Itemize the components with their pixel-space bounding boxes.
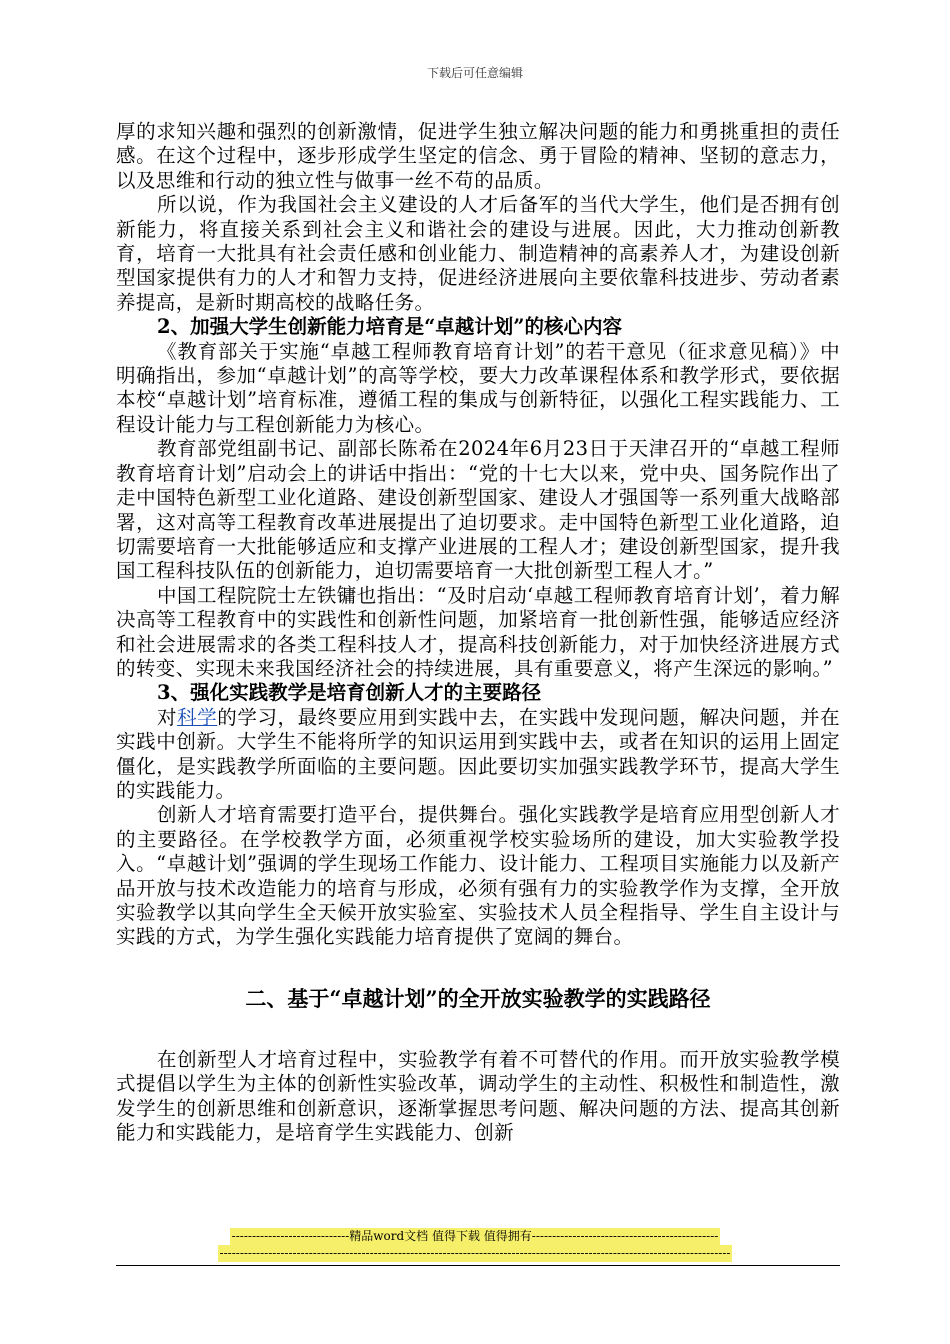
science-link[interactable]: 科学: [177, 705, 218, 729]
page-header: 下载后可任意编辑: [426, 66, 523, 80]
subheading-2: 2、加强大学生创新能力培育是“卓越计划”的核心内容: [157, 315, 623, 339]
document-body: [116, 120, 840, 1145]
paragraph: 所以说，作为我国社会主义建设的人才后备军的当代大学生，他们是否拥有创新能力，将直接关系到社会主义和谐社会的建设与进展。因此，大力推动创新教育，培育一大批具有社会责任感和创业能力、制造精神的高素养人才，为建设创新型国家提供有力的人才和智力支持，促进经济进展向主要依靠科技进步、劳动者素养提高，是新时期高校的战略任务。: [116, 193, 840, 314]
text-span: 对: [157, 705, 178, 729]
footer-rule: [116, 1265, 840, 1266]
footer-dash-line: ------------------------------------------------------------------------------------------------------------------------------: [219, 1246, 731, 1260]
text-span: 的学习，最终要应用到实践中去，在实践中发现问题，解决问题，并在实践中创新。大学生不能将所学的知识运用到实践中去，或者在知识的运用上固定僵化，是实践教学所面临的主要问题。因此要切实加强实践教学环节，提高大学生的实践能力。: [116, 705, 840, 802]
paragraph-continued: 厚的求知兴趣和强烈的创新激情，促进学生独立解决问题的能力和勇挑重担的责任感。在这个过程中，逐步形成学生坚定的信念、勇于冒险的精神、坚韧的意志力，以及思维和行动的独立性与做事一丝不苟的品质。: [116, 120, 840, 192]
footer-banner-line: -----------------------------精品word文档 值得下载 值得拥有----------------------------------------------: [231, 1229, 719, 1243]
paragraph: 《教育部关于实施“卓越工程师教育培育计划”的若干意见（征求意见稿）》中明确指出，参加“卓越计划”的高等学校，要大力改革课程体系和教学形式，要依据本校“卓越计划”培育标准，遵循工程的集成与创新特征，以强化工程实践能力、工程设计能力与工程创新能力为核心。: [116, 339, 840, 436]
paragraph: 创新人才培育需要打造平台，提供舞台。强化实践教学是培育应用型创新人才的主要路径。在学校教学方面，必须重视学校实验场所的建设，加大实验教学投入。“卓越计划”强调的学生现场工作能力、设计能力、工程项目实施能力以及新产品开放与技术改造能力的培育与形成，必须有强有力的实验教学作为支撑，全开放实验教学以其向学生全天候开放实验室、实验技术人员全程指导、学生自主设计与实践的方式，为学生强化实践能力培育提供了宽阔的舞台。: [116, 803, 840, 949]
paragraph: [116, 706, 840, 804]
page-footer: [0, 1228, 950, 1262]
subheading-3: 3、强化实践教学是培育创新人才的主要路径: [157, 681, 542, 705]
section-heading: 二、基于“卓越计划”的全开放实验教学的实践路径: [245, 985, 711, 1011]
paragraph: 在创新型人才培育过程中，实验教学有着不可替代的作用。而开放实验教学模式提倡以学生为主体的创新性实验改革，调动学生的主动性、积极性和制造性，激发学生的创新思维和创新意识，逐渐掌握思考问题、解决问题的方法、提高其创新能力和实践能力，是培育学生实践能力、创新: [116, 1047, 840, 1145]
paragraph: 中国工程院院士左铁镛也指出：“及时启动‘卓越工程师教育培育计划’，着力解决高等工程教育中的实践性和创新性问题，加紧培育一批创新性强，能够适应经济和社会进展需求的各类工程科技人才，提高科技创新能力，对于加快经济进展方式的转变、实现未来我国经济社会的持续进展，具有重要意义，将产生深远的影响。”: [116, 583, 840, 680]
paragraph: 教育部党组副书记、副部长陈希在2024年6月23日于天津召开的“卓越工程师教育培育计划”启动会上的讲话中指出：“党的十七大以来，党中央、国务院作出了走中国特色新型工业化道路、建设创新型国家、建设人才强国等一系列重大战略部署，这对高等工程教育改革进展提出了迫切要求。走中国特色新型工业化道路，迫切需要培育一大批能够适应和支撑产业进展的工程人才；建设创新型国家，提升我国工程科技队伍的创新能力，迫切需要培育一大批创新型工程人才。”: [116, 437, 840, 583]
